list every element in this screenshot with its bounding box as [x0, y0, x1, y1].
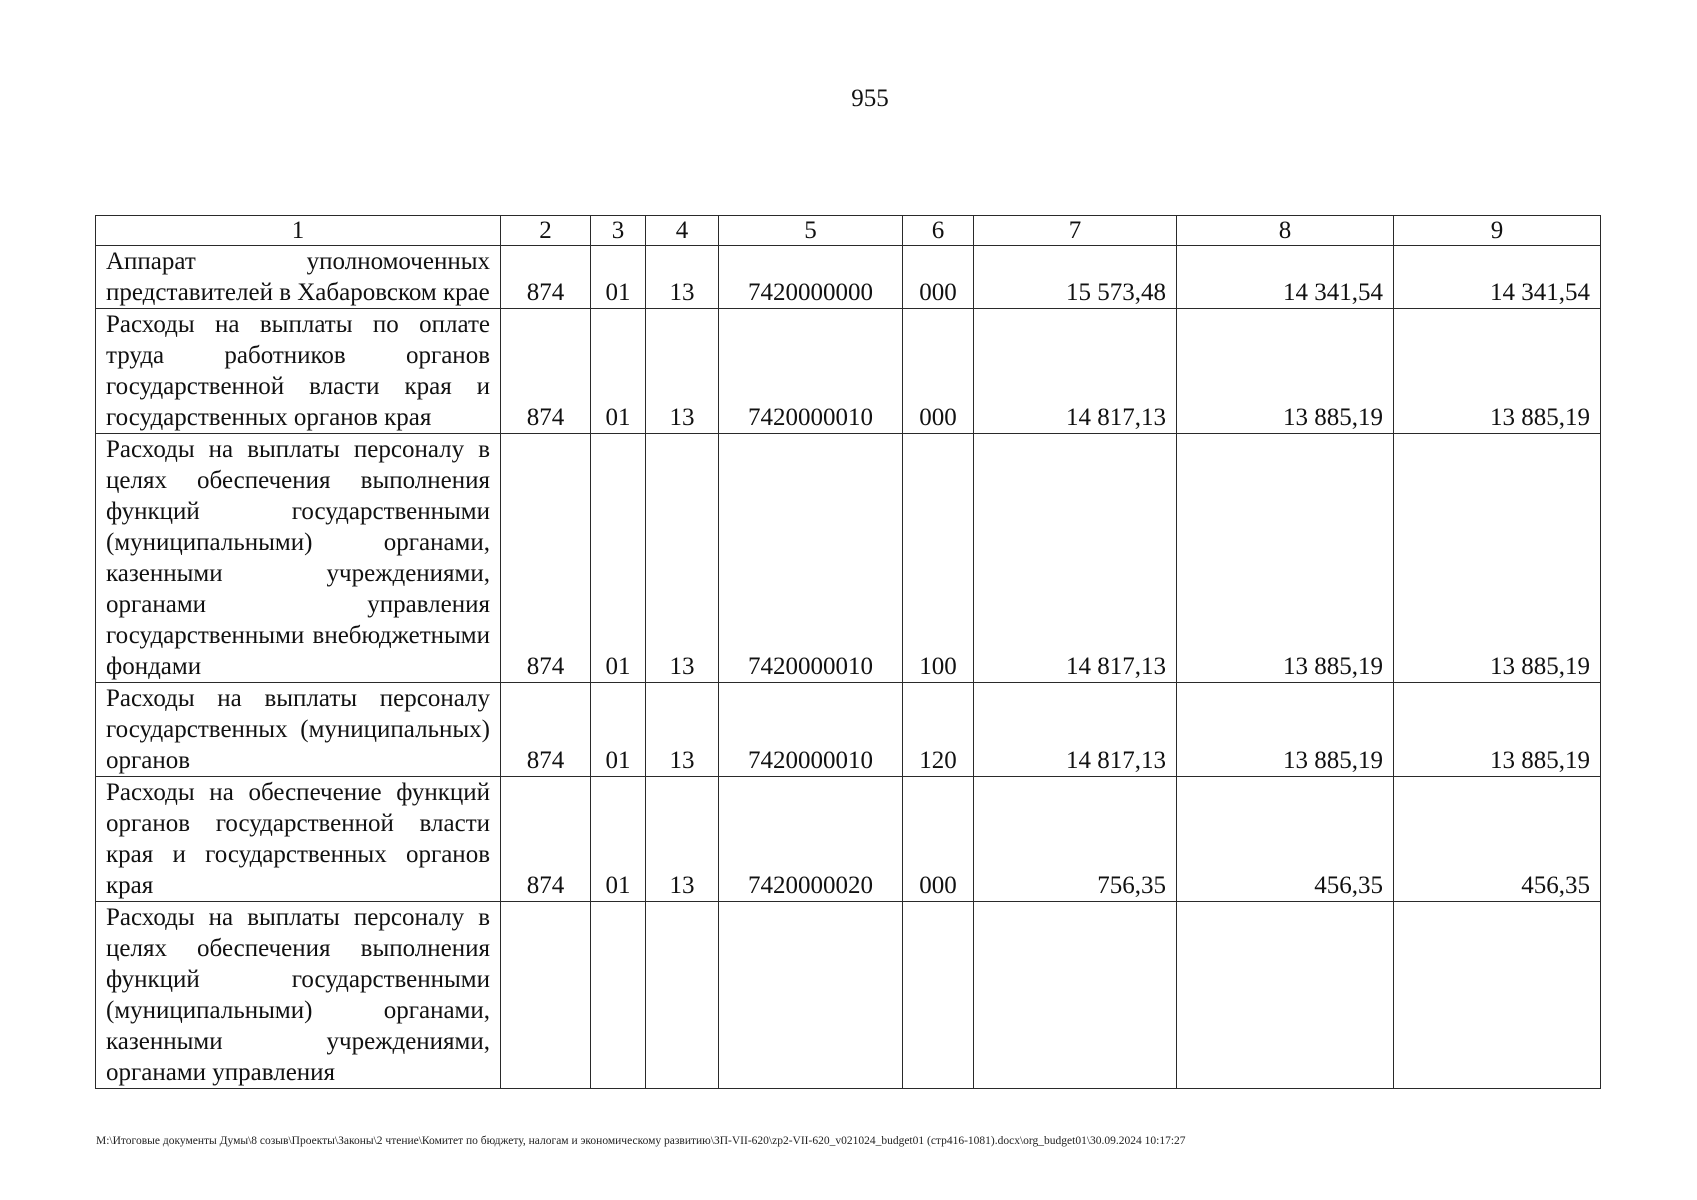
row-cell: 01 — [591, 434, 646, 683]
row-cell: 874 — [501, 309, 591, 434]
row-amount — [1177, 902, 1394, 1089]
row-cell — [903, 902, 974, 1089]
row-amount: 13 885,19 — [1394, 683, 1601, 777]
row-amount: 13 885,19 — [1177, 434, 1394, 683]
row-cell: 13 — [646, 309, 719, 434]
row-amount — [1394, 902, 1601, 1089]
row-amount: 14 817,13 — [974, 683, 1177, 777]
row-cell: 000 — [903, 309, 974, 434]
row-amount: 14 341,54 — [1394, 246, 1601, 309]
row-cell: 7420000010 — [719, 683, 903, 777]
row-cell: 01 — [591, 309, 646, 434]
row-cell: 01 — [591, 683, 646, 777]
row-cell — [719, 902, 903, 1089]
table-row — [96, 434, 1601, 683]
row-amount: 756,35 — [974, 777, 1177, 902]
table-row — [96, 777, 1601, 902]
table-row — [96, 309, 1601, 434]
header-row — [96, 216, 1601, 246]
row-cell — [646, 902, 719, 1089]
row-amount: 14 817,13 — [974, 309, 1177, 434]
column-header-5: 5 — [719, 216, 903, 246]
row-amount: 13 885,19 — [1394, 309, 1601, 434]
row-amount: 13 885,19 — [1394, 434, 1601, 683]
column-header-4: 4 — [646, 216, 719, 246]
row-cell: 000 — [903, 777, 974, 902]
page-number: 955 — [851, 85, 889, 112]
row-amount: 14 341,54 — [1177, 246, 1394, 309]
column-header-3: 3 — [591, 216, 646, 246]
row-amount: 13 885,19 — [1177, 683, 1394, 777]
row-cell: 874 — [501, 683, 591, 777]
row-cell: 13 — [646, 246, 719, 309]
file-path-footer: М:\Итоговые документы Думы\8 созыв\Проекты\Законы\2 чтение\Комитет по бюджету, налогам и экономическому развитию\ЗП-VII-620\zp2-VII-620_v021024_budget01 (стр416-1081).docx\org_budget01\30.09.2024 10:17:27 — [96, 1135, 1186, 1147]
row-name: Аппарат уполномоченных представителей в Хабаровском крае — [96, 246, 501, 309]
row-amount: 456,35 — [1394, 777, 1601, 902]
row-cell: 01 — [591, 246, 646, 309]
row-cell: 7420000020 — [719, 777, 903, 902]
row-name: Расходы на обеспечение функций органов государственной власти края и государственных органов края — [96, 777, 501, 902]
table-row — [96, 902, 1601, 1089]
column-header-8: 8 — [1177, 216, 1394, 246]
row-amount — [974, 902, 1177, 1089]
row-cell — [501, 902, 591, 1089]
row-amount: 14 817,13 — [974, 434, 1177, 683]
row-amount: 456,35 — [1177, 777, 1394, 902]
column-header-1: 1 — [96, 216, 501, 246]
row-cell: 000 — [903, 246, 974, 309]
row-name: Расходы на выплаты персоналу в целях обеспечения выполнения функций государственными (муниципальными) органами, казенными учреждениями, органами управления — [96, 902, 501, 1089]
row-cell: 874 — [501, 777, 591, 902]
row-cell: 100 — [903, 434, 974, 683]
row-cell: 7420000010 — [719, 309, 903, 434]
column-header-2: 2 — [501, 216, 591, 246]
row-cell: 01 — [591, 777, 646, 902]
row-cell: 13 — [646, 777, 719, 902]
row-name: Расходы на выплаты персоналу в целях обеспечения выполнения функций государственными (муниципальными) органами, казенными учреждениями, органами управления государственными внебюджетными фондами — [96, 434, 501, 683]
row-amount: 13 885,19 — [1177, 309, 1394, 434]
row-cell: 874 — [501, 246, 591, 309]
row-name: Расходы на выплаты по оплате труда работников органов государственной власти края и государственных органов края — [96, 309, 501, 434]
row-cell: 7420000010 — [719, 434, 903, 683]
table-row — [96, 683, 1601, 777]
column-header-7: 7 — [974, 216, 1177, 246]
column-header-9: 9 — [1394, 216, 1601, 246]
row-cell: 13 — [646, 434, 719, 683]
row-cell: 7420000000 — [719, 246, 903, 309]
column-header-6: 6 — [903, 216, 974, 246]
table-row — [96, 246, 1601, 309]
row-cell — [591, 902, 646, 1089]
row-name: Расходы на выплаты персоналу государственных (муниципальных) органов — [96, 683, 501, 777]
row-cell: 874 — [501, 434, 591, 683]
row-cell: 120 — [903, 683, 974, 777]
row-amount: 15 573,48 — [974, 246, 1177, 309]
row-cell: 13 — [646, 683, 719, 777]
budget-table — [95, 215, 1601, 1089]
